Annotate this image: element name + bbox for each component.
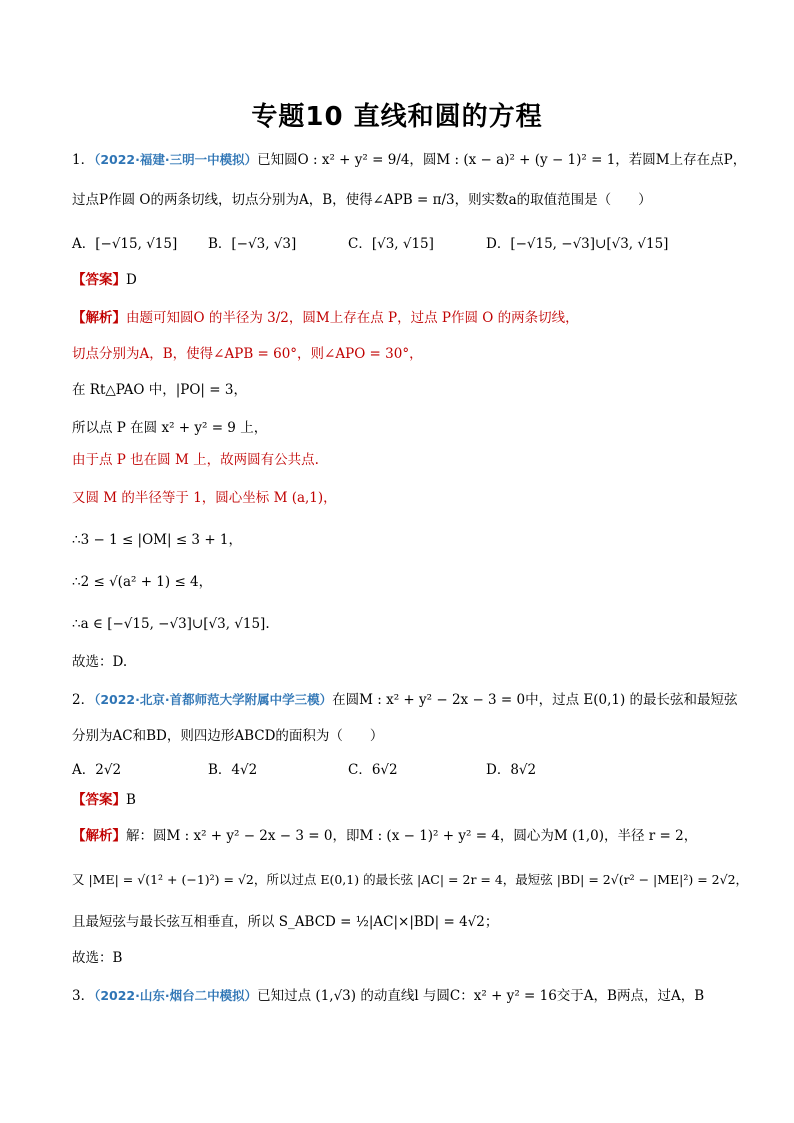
question-1-analysis-line-3: 在 Rt△PAO 中，|PO| = 3， — [72, 382, 247, 398]
question-2-source: （2022·北京·首都师范大学附属中学三模） — [94, 692, 333, 707]
answer-value: B — [126, 792, 136, 808]
question-1-option-c: C．[√3, √15] — [348, 236, 434, 252]
question-1-analysis-line-10: 故选：D. — [72, 654, 128, 670]
analysis-tag: 【解析】 — [72, 310, 126, 326]
question-1-analysis-line-8: ∴2 ≤ √(a² + 1) ≤ 4， — [72, 574, 213, 590]
answer-tag: 【答案】 — [72, 792, 126, 808]
answer-value: D — [126, 272, 137, 288]
question-2-analysis-line-1 — [72, 826, 697, 846]
question-2-option-a: A．2√2 — [72, 762, 122, 778]
question-2-analysis-line-3: 且最短弦与最长弦互相垂直，所以 S_ABCD = ½|AC|×|BD| = 4√2； — [72, 914, 499, 930]
question-1-answer — [72, 270, 137, 290]
question-2-line-2: 分别为AC和BD，则四边形ABCD的面积为（ ） — [72, 728, 384, 744]
question-1-source: （2022·福建·三明一中模拟） — [94, 152, 258, 167]
question-2-line-1 — [72, 690, 738, 710]
question-1-analysis-line-9: ∴a ∈ [−√15, −√3]∪[√3, √15]. — [72, 616, 270, 632]
question-1-line-2: 过点P作圆 O的两条切线，切点分别为A，B，使得∠APB = π/3，则实数a的取值范围是（ ） — [72, 192, 652, 208]
analysis-tag: 【解析】 — [72, 828, 126, 844]
question-1-number: 1． — [72, 152, 95, 168]
question-1-option-d: D．[−√15, −√3]∪[√3, √15] — [486, 236, 669, 252]
question-3-line-1 — [72, 986, 704, 1006]
question-1-analysis-line-5: 由于点 P 也在圆 M 上，故两圆有公共点. — [72, 452, 319, 468]
question-1-analysis-line-6: 又圆 M 的半径等于 1，圆心坐标 M (a,1)， — [72, 490, 337, 506]
answer-tag: 【答案】 — [72, 272, 126, 288]
question-1-line-1 — [72, 150, 746, 170]
question-1-analysis-line-1 — [72, 308, 579, 328]
question-2-option-b: B．4√2 — [208, 762, 258, 778]
question-2-stem: 在圆M : x² + y² − 2x − 3 = 0中，过点 E(0,1) 的最长弦和最短弦 — [332, 692, 738, 708]
question-3-number: 3． — [72, 988, 95, 1004]
question-2-number: 2． — [72, 692, 95, 708]
question-3-stem: 已知过点 (1,√3) 的动直线l 与圆C：x² + y² = 16交于A，B两点，过A，B — [257, 988, 705, 1004]
question-1-analysis-line-7: ∴3 − 1 ≤ |OM| ≤ 3 + 1， — [72, 532, 243, 548]
question-1-analysis-line-2: 切点分别为A，B，使得∠APB = 60°，则∠APO = 30°， — [72, 346, 423, 362]
question-2-option-d: D．8√2 — [486, 762, 537, 778]
question-2-option-c: C．6√2 — [348, 762, 398, 778]
analysis-text: 解：圆M : x² + y² − 2x − 3 = 0，即M : (x − 1)² + y² = 4，圆心为M (1,0)，半径 r = 2， — [126, 828, 698, 844]
question-2-answer — [72, 790, 136, 810]
question-3-source: （2022·山东·烟台二中模拟） — [94, 988, 258, 1003]
question-2-analysis-line-2: 又 |ME| = √(1² + (−1)²) = √2，所以过点 E(0,1) 的最长弦 |AC| = 2r = 4，最短弦 |BD| = 2√(r² − |ME|²) = 2√2， — [72, 872, 749, 887]
question-1-option-b: B．[−√3, √3] — [208, 236, 297, 252]
question-1-analysis-line-4: 所以点 P 在圆 x² + y² = 9 上， — [72, 420, 268, 436]
question-2-analysis-line-4: 故选：B — [72, 950, 123, 966]
question-1-stem: 已知圆O : x² + y² = 9/4，圆M : (x − a)² + (y − 1)² = 1，若圆M上存在点P， — [257, 152, 747, 168]
question-1-option-a: A．[−√15, √15] — [72, 236, 178, 252]
analysis-text: 由题可知圆O 的半径为 3/2，圆M上存在点 P，过点 P作圆 O 的两条切线， — [126, 310, 579, 326]
page-title: 专题10 直线和圆的方程 — [251, 102, 543, 132]
